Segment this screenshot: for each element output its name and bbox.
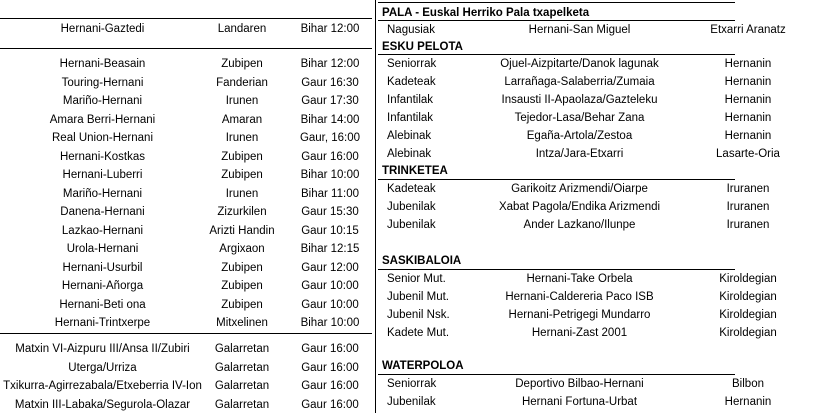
venue-cell: Landaren bbox=[217, 23, 267, 35]
table-row bbox=[0, 166, 372, 184]
table-row bbox=[0, 148, 372, 166]
left-schedule-panel bbox=[0, 0, 372, 413]
category-cell: Nagusiak bbox=[387, 24, 435, 36]
match-cell: Hernani-Kostkas bbox=[59, 150, 145, 163]
time-cell: Gaur 10:00 bbox=[301, 280, 359, 292]
section-title-saski: SASKIBALOIA bbox=[382, 255, 462, 267]
venue-cell: Argixaon bbox=[219, 243, 265, 255]
match-cell: Ojuel-Aizpitarte/Danok lagunak bbox=[500, 58, 659, 70]
venue-cell: Lasarte-Oria bbox=[716, 148, 780, 160]
category-cell: Jubenilak bbox=[387, 396, 436, 408]
venue-cell: Zubipen bbox=[221, 280, 263, 292]
table-row bbox=[0, 185, 372, 203]
match-cell: Touring-Hernani bbox=[61, 76, 144, 89]
venue-cell: Etxarri Aranatz bbox=[710, 24, 786, 36]
venue-cell: Hernanin bbox=[724, 94, 772, 106]
category-cell: Alebinak bbox=[387, 130, 432, 142]
table-row bbox=[0, 396, 372, 414]
category-cell: Jubenil Mut. bbox=[387, 291, 450, 303]
time-cell: Bihar 14:00 bbox=[300, 113, 360, 126]
category-cell: Kadete Mut. bbox=[387, 327, 450, 339]
venue-cell: Iruranen bbox=[726, 219, 770, 231]
category-cell: Senior Mut. bbox=[387, 273, 446, 285]
table-row bbox=[378, 198, 770, 216]
table-row bbox=[378, 180, 770, 198]
table-row bbox=[378, 306, 777, 324]
match-cell: Urola-Hernani bbox=[66, 243, 139, 255]
venue-cell: Fanderian bbox=[216, 76, 268, 89]
table-row bbox=[378, 324, 777, 342]
venue-cell: Zubipen bbox=[221, 298, 263, 311]
table-row bbox=[378, 21, 786, 39]
table-row bbox=[0, 314, 372, 332]
table-row bbox=[0, 277, 372, 295]
match-cell: Hernani-Beasain bbox=[59, 58, 146, 70]
match-cell: Hernani-Gaztedi bbox=[60, 23, 145, 35]
match-cell: Danena-Hernani bbox=[60, 206, 145, 218]
section-title-water: WATERPOLOA bbox=[382, 360, 464, 372]
venue-cell: Irunen bbox=[225, 132, 259, 144]
table-row bbox=[0, 240, 372, 258]
time-cell: Gaur 16:00 bbox=[301, 150, 359, 163]
table-row bbox=[378, 393, 772, 411]
table-row bbox=[378, 216, 770, 234]
category-cell: Infantilak bbox=[387, 94, 434, 106]
venue-cell: Galarretan bbox=[214, 380, 270, 392]
venue-cell: Hernanin bbox=[724, 130, 772, 142]
table-row bbox=[378, 55, 772, 73]
match-cell: Intza/Jara-Etxarri bbox=[535, 148, 624, 160]
left-top-rule bbox=[0, 18, 372, 19]
table-row bbox=[0, 55, 372, 73]
match-cell: Mariño-Hernani bbox=[62, 187, 143, 200]
table-row bbox=[378, 109, 772, 127]
time-cell: Gaur 10:00 bbox=[301, 298, 359, 311]
category-cell: Jubenilak bbox=[387, 219, 436, 231]
match-cell: Txikurra-Agirrezabala/Etxeberria IV-Ion bbox=[3, 380, 202, 392]
venue-cell: Zizurkilen bbox=[217, 206, 267, 218]
match-cell: Larrañaga-Salaberria/Zumaia bbox=[504, 76, 655, 88]
match-cell: Hernani Fortuna-Urbat bbox=[521, 396, 638, 408]
match-cell: Ander Lazkano/Ilunpe bbox=[523, 219, 636, 231]
match-cell: Hernani-Usurbil bbox=[62, 261, 143, 274]
venue-cell: Zubipen bbox=[221, 150, 263, 163]
time-cell: Gaur 10:15 bbox=[301, 224, 359, 237]
match-cell: Lazkao-Hernani bbox=[61, 224, 144, 237]
category-cell: Infantilak bbox=[387, 112, 434, 124]
table-row bbox=[0, 74, 372, 92]
venue-cell: Zubipen bbox=[221, 169, 263, 181]
time-cell: Bihar 10:00 bbox=[300, 169, 360, 181]
match-cell: Hernani-Take Orbela bbox=[526, 273, 633, 285]
venue-cell: Irunen bbox=[225, 187, 259, 200]
match-cell: Egaña-Artola/Zestoa bbox=[526, 130, 633, 142]
match-cell: Insausti II-Apaolaza/Gazteleku bbox=[501, 94, 658, 106]
table-row bbox=[378, 91, 772, 109]
venue-cell: Zubipen bbox=[221, 261, 263, 274]
match-cell: Matxin VI-Aizpuru III/Ansa II/Zubiri bbox=[15, 343, 190, 355]
category-cell: Kadeteak bbox=[387, 76, 436, 88]
venue-cell: Hernanin bbox=[724, 396, 772, 408]
table-row bbox=[0, 340, 372, 358]
table-row bbox=[378, 375, 764, 393]
match-cell: Real Union-Hernani bbox=[52, 132, 153, 144]
venue-cell: Iruranen bbox=[726, 201, 770, 213]
time-cell: Bihar 11:00 bbox=[301, 187, 359, 200]
table-row bbox=[0, 296, 372, 314]
time-cell: Gaur 12:00 bbox=[301, 261, 359, 274]
time-cell: Gaur 16:00 bbox=[301, 380, 359, 392]
time-cell: Gaur, 16:00 bbox=[299, 132, 361, 144]
venue-cell: Kiroldegian bbox=[719, 327, 777, 339]
venue-cell: Arizti Handin bbox=[209, 224, 275, 237]
category-cell: Jubenil Nsk. bbox=[387, 309, 450, 321]
table-row bbox=[378, 73, 772, 91]
category-cell: Seniorrak bbox=[387, 378, 437, 390]
table-row bbox=[0, 203, 372, 221]
venue-cell: Galarretan bbox=[214, 343, 270, 355]
match-cell: Hernani-San Miguel bbox=[528, 24, 631, 36]
section-title-esku: ESKU PELOTA bbox=[382, 41, 463, 53]
right-top-rule bbox=[378, 2, 735, 3]
venue-cell: Galarretan bbox=[214, 398, 270, 411]
table-row bbox=[0, 259, 372, 277]
time-cell: Bihar 10:00 bbox=[300, 317, 360, 329]
table-row bbox=[378, 127, 772, 145]
section-title-trinketea: TRINKETEA bbox=[382, 165, 448, 177]
left-rule-1 bbox=[0, 48, 372, 49]
match-cell: Hernani-Añorga bbox=[61, 280, 144, 292]
time-cell: Bihar 12:15 bbox=[300, 243, 360, 255]
category-cell: Jubenilak bbox=[387, 201, 436, 213]
venue-cell: Hernanin bbox=[724, 76, 772, 88]
match-cell: Tejedor-Lasa/Behar Zana bbox=[514, 112, 645, 124]
table-row bbox=[0, 377, 372, 395]
venue-cell: Iruranen bbox=[726, 183, 770, 195]
table-row bbox=[378, 270, 777, 288]
section-title-pala: PALA - Euskal Herriko Pala txapelketa bbox=[382, 7, 590, 19]
venue-cell: Kiroldegian bbox=[719, 291, 777, 303]
match-cell: Hernani-Beti ona bbox=[59, 298, 146, 311]
time-cell: Gaur 16:00 bbox=[301, 398, 359, 411]
time-cell: Bihar 12:00 bbox=[300, 58, 360, 70]
category-cell: Seniorrak bbox=[387, 58, 437, 70]
venue-cell: Kiroldegian bbox=[719, 309, 777, 321]
match-cell: Uterga/Urriza bbox=[68, 361, 137, 374]
category-cell: Kadeteak bbox=[387, 183, 436, 195]
time-cell: Gaur 17:30 bbox=[301, 95, 359, 107]
match-cell: Garikoitz Arizmendi/Oiarpe bbox=[511, 183, 648, 195]
table-row bbox=[0, 20, 372, 38]
venue-cell: Zubipen bbox=[221, 58, 263, 70]
table-row bbox=[378, 288, 777, 306]
venue-cell: Amaran bbox=[221, 113, 263, 126]
venue-cell: Hernanin bbox=[724, 58, 772, 70]
table-row bbox=[378, 145, 780, 163]
match-cell: Hernani-Caldereria Paco ISB bbox=[505, 291, 654, 303]
venue-cell: Mitxelinen bbox=[216, 317, 268, 329]
match-cell: Matxin III-Labaka/Segurola-Olazar bbox=[14, 398, 191, 411]
match-cell: Deportivo Bilbao-Hernani bbox=[515, 378, 644, 390]
match-cell: Hernani-Zast 2001 bbox=[531, 327, 628, 339]
table-row bbox=[0, 222, 372, 240]
time-cell: Gaur 16:30 bbox=[301, 76, 359, 89]
time-cell: Gaur 15:30 bbox=[301, 206, 359, 218]
venue-cell: Kiroldegian bbox=[719, 273, 777, 285]
table-row bbox=[0, 129, 372, 147]
venue-cell: Bilbon bbox=[732, 378, 764, 390]
column-divider bbox=[375, 0, 376, 413]
right-schedule-panel bbox=[378, 0, 786, 413]
time-cell: Gaur 16:00 bbox=[301, 343, 359, 355]
match-cell: Amara Berri-Hernani bbox=[49, 113, 156, 126]
match-cell: Hernani-Trintxerpe bbox=[54, 317, 151, 329]
match-cell: Mariño-Hernani bbox=[62, 95, 143, 107]
table-row bbox=[0, 111, 372, 129]
table-row bbox=[0, 359, 372, 377]
venue-cell: Irunen bbox=[225, 95, 259, 107]
match-cell: Hernani-Luberri bbox=[62, 169, 143, 181]
match-cell: Xabat Pagola/Endika Arizmendi bbox=[498, 201, 661, 213]
time-cell: Bihar 12:00 bbox=[300, 23, 360, 35]
venue-cell: Hernanin bbox=[724, 112, 772, 124]
time-cell: Gaur 16:00 bbox=[301, 361, 359, 374]
category-cell: Alebinak bbox=[387, 148, 432, 160]
match-cell: Hernani-Petrigegi Mundarro bbox=[508, 309, 651, 321]
venue-cell: Galarretan bbox=[214, 361, 270, 374]
left-rule-2 bbox=[0, 333, 372, 334]
table-row bbox=[0, 92, 372, 110]
